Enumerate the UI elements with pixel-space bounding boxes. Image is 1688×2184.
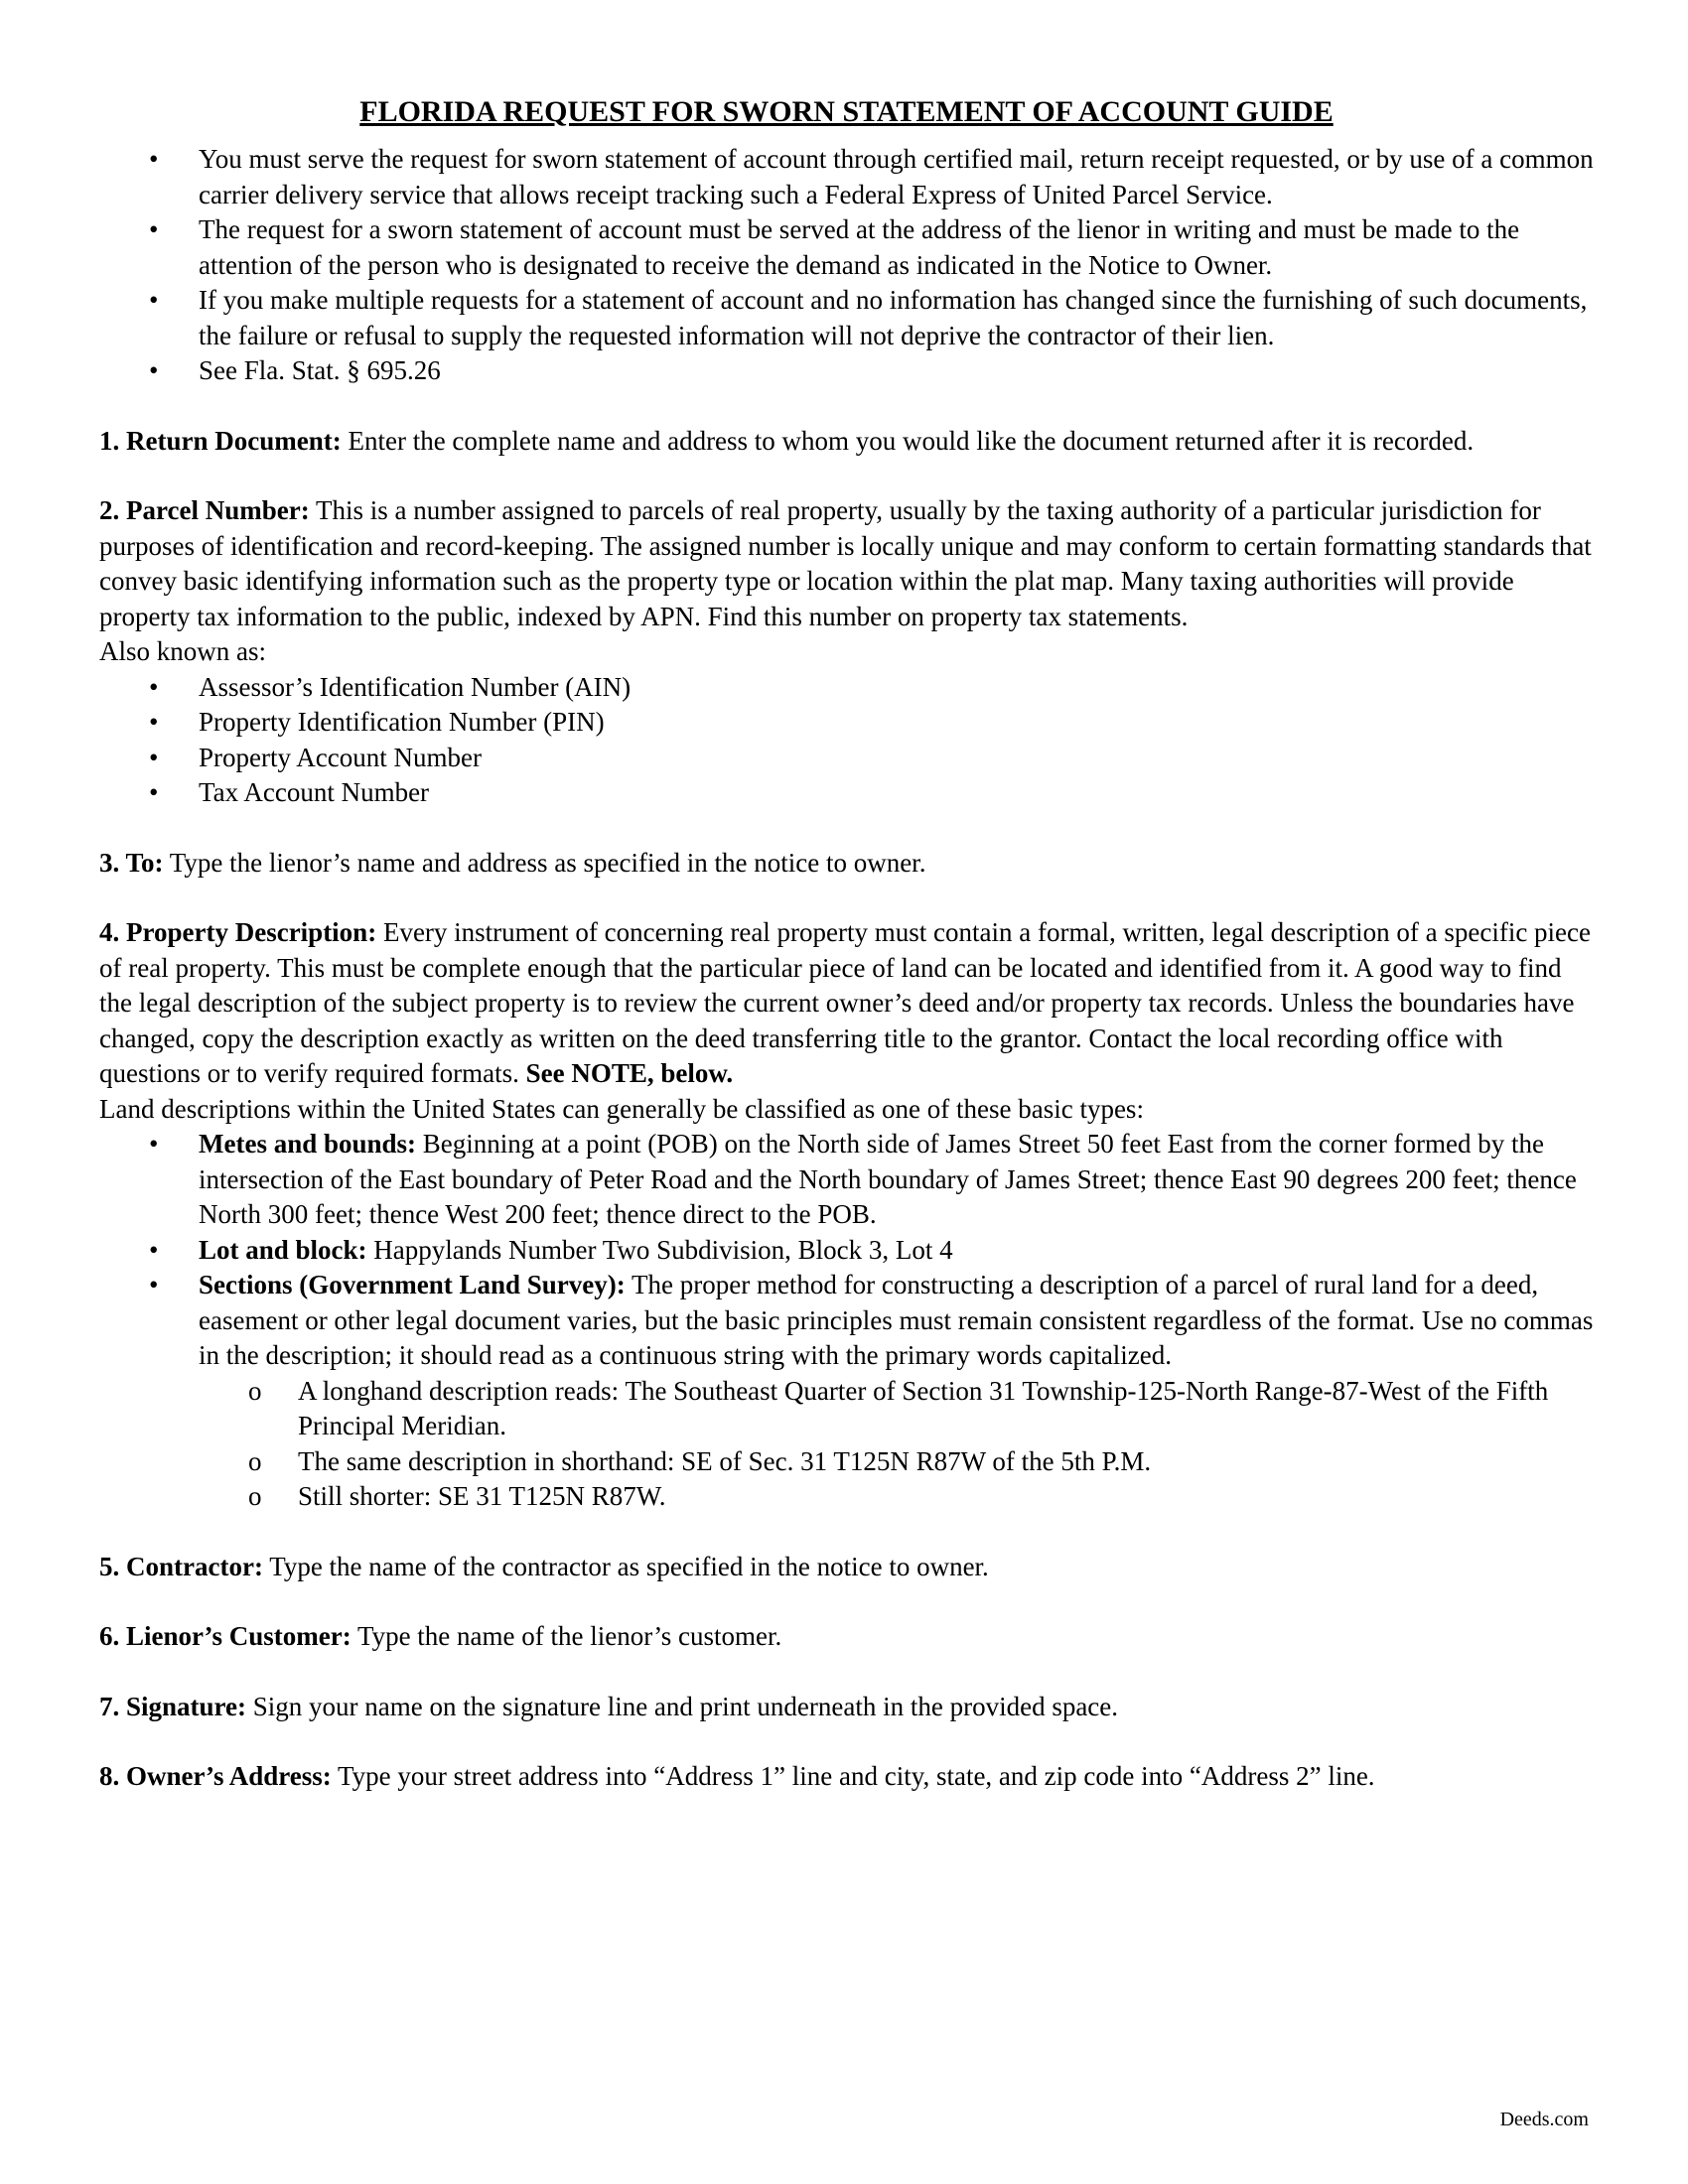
document-page xyxy=(99,94,1594,1795)
section-signature xyxy=(99,1690,1594,1725)
aka-item: • Assessor’s Identification Number (AIN) xyxy=(99,670,1594,706)
land-type-label: Metes and bounds: xyxy=(199,1129,417,1159)
intro-bullet: • If you make multiple requests for a statement of account and no information has changed since the furnishing of such documents, the failure or refusal to supply the requested information will not deprive the contractor of their lien. xyxy=(99,283,1594,353)
section-text: This is a number assigned to parcels of real property, usually by the taxing authority of a particular jurisdiction for purposes of identification and record-keeping. The assigned number is locally unique and may conform to certain formatting standards that convey basic identifying information such as the property type or location within the plat map. Many taxing authorities will provide property tax information to the public, indexed by APN. Find this number on property tax statements. xyxy=(99,495,1592,631)
land-type-text: Happylands Number Two Subdivision, Block 3, Lot 4 xyxy=(366,1234,953,1265)
section-owners-address xyxy=(99,1759,1594,1795)
land-type-label: Lot and block: xyxy=(199,1234,367,1265)
section-text: Enter the complete name and address to whom you would like the document returned after it is recorded. xyxy=(341,425,1475,456)
section-parcel-number xyxy=(99,493,1594,811)
section-contractor xyxy=(99,1550,1594,1585)
aka-list xyxy=(99,670,1594,811)
section-label: 4. Property Description: xyxy=(99,917,377,947)
land-type-text: Beginning at a point (POB) on the North side of James Street 50 feet East from the corner formed by the intersection of the East boundary of Peter Road and the North boundary of James Street; thence East 90 degrees 200 feet; thence North 300 feet; thence West 200 feet; thence direct to the POB. xyxy=(199,1129,1577,1229)
section-label: 2. Parcel Number: xyxy=(99,495,310,525)
section-label: 1. Return Document: xyxy=(99,425,342,456)
section-label: 8. Owner’s Address: xyxy=(99,1761,332,1791)
property-description-paragraph xyxy=(99,915,1594,1092)
section-text: Type the name of the lienor’s customer. xyxy=(351,1621,782,1651)
land-types-intro: Land descriptions within the United States can generally be classified as one of these basic types: xyxy=(99,1093,1144,1124)
section-description-sublist xyxy=(99,1374,1594,1515)
section-text: Type the name of the contractor as specified in the notice to owner. xyxy=(262,1551,989,1581)
document-title: FLORIDA REQUEST FOR SWORN STATEMENT OF ACCOUNT GUIDE xyxy=(359,95,1334,128)
section-lienors-customer xyxy=(99,1619,1594,1655)
section-label: 5. Contractor: xyxy=(99,1551,263,1581)
intro-bullet-list xyxy=(99,142,1594,389)
footer-brand: Deeds.com xyxy=(1499,2109,1589,2130)
section-label: 7. Signature: xyxy=(99,1691,247,1721)
sub-item: o Still shorter: SE 31 T125N R87W. xyxy=(99,1479,1594,1515)
aka-item: • Tax Account Number xyxy=(99,775,1594,811)
aka-item: • Property Identification Number (PIN) xyxy=(99,705,1594,741)
intro-bullet: • The request for a sworn statement of account must be served at the address of the lienor in writing and must be made to the attention of the person who is designated to receive the demand as indicated in the Notice to Owner. xyxy=(99,212,1594,283)
see-note: See NOTE, below. xyxy=(525,1058,734,1088)
section-return-document xyxy=(99,424,1594,460)
land-type-text: The proper method for constructing a description of a parcel of rural land for a deed, easement or other legal document varies, but the basic principles must remain consistent regardless of the format. Use no commas in the description; it should read as a continuous string with the primary words capitalized. xyxy=(199,1270,1594,1370)
land-type-item xyxy=(99,1268,1594,1374)
section-text: Sign your name on the signature line and print underneath in the provided space. xyxy=(246,1691,1119,1721)
section-label: 6. Lienor’s Customer: xyxy=(99,1621,352,1651)
section-label: 3. To: xyxy=(99,847,164,878)
sub-item: o A longhand description reads: The Southeast Quarter of Section 31 Township-125-North Range-87-West of the Fifth Principal Meridian. xyxy=(99,1374,1594,1444)
also-known-as-label: Also known as: xyxy=(99,636,266,666)
section-to xyxy=(99,846,1594,882)
land-type-label: Sections (Government Land Survey): xyxy=(199,1270,626,1299)
section-text: Type your street address into “Address 1” line and city, state, and zip code into “Address 2” line. xyxy=(331,1761,1375,1791)
land-type-item xyxy=(99,1127,1594,1233)
section-property-description xyxy=(99,915,1594,1515)
aka-item: • Property Account Number xyxy=(99,741,1594,776)
land-types-list xyxy=(99,1127,1594,1374)
land-type-item xyxy=(99,1233,1594,1269)
intro-bullet: • You must serve the request for sworn statement of account through certified mail, return receipt requested, or by use of a common carrier delivery service that allows receipt tracking such a Federal Express of United Parcel Service. xyxy=(99,142,1594,212)
sub-item: o The same description in shorthand: SE of Sec. 31 T125N R87W of the 5th P.M. xyxy=(99,1444,1594,1480)
section-text: Type the lienor’s name and address as specified in the notice to owner. xyxy=(163,847,926,878)
parcel-number-paragraph xyxy=(99,493,1594,634)
section-text: Every instrument of concerning real property must contain a formal, written, legal description of a specific piece of real property. This must be complete enough that the particular piece of land can be located and identified from it. A good way to find the legal description of the subject property is to review the current owner’s deed and/or property tax records. Unless the boundaries have changed, copy the description exactly as written on the deed transferring title to the grantor. Contact the local recording office with questions or to verify required formats. xyxy=(99,917,1592,1088)
intro-bullet: • See Fla. Stat. § 695.26 xyxy=(99,353,1594,389)
